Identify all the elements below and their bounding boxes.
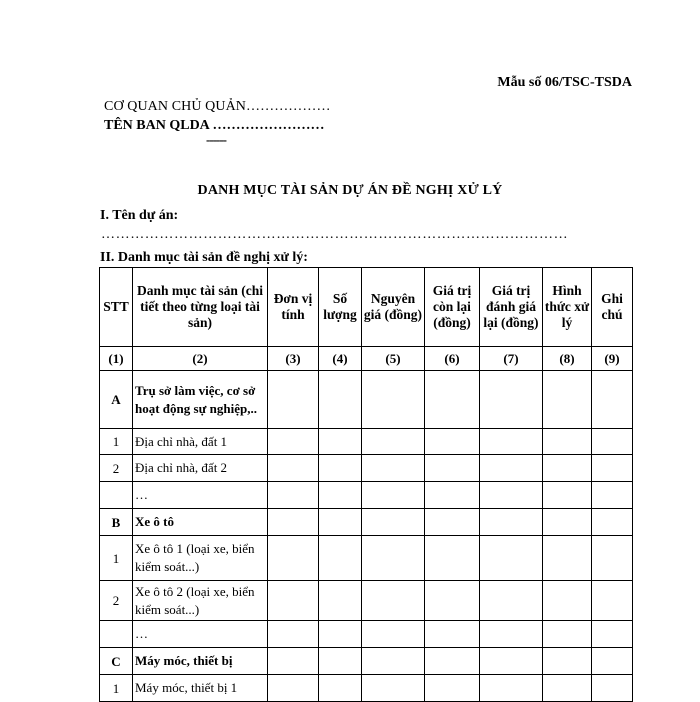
asset-list-heading: II. Danh mục tài sản đề nghị xử lý: bbox=[100, 250, 308, 265]
column-number: (9) bbox=[592, 347, 633, 371]
column-number: (1) bbox=[100, 347, 133, 371]
table-row bbox=[100, 482, 633, 509]
table-row bbox=[100, 455, 633, 482]
row-asset-name: Xe ô tô 1 (loại xe, biển kiểm soát...) bbox=[133, 536, 268, 581]
column-header-asset-list: Danh mục tài sản (chi tiết theo từng loại tài sản) bbox=[133, 268, 268, 347]
table-row bbox=[100, 536, 633, 581]
column-header-unit: Đơn vị tính bbox=[268, 268, 319, 347]
table-row-group-b bbox=[100, 509, 633, 536]
row-stt: B bbox=[100, 509, 133, 536]
table-row-group-c bbox=[100, 648, 633, 675]
row-asset-name: Máy móc, thiết bị bbox=[133, 648, 268, 675]
row-stt bbox=[100, 482, 133, 509]
column-number: (7) bbox=[480, 347, 543, 371]
row-stt: 1 bbox=[100, 536, 133, 581]
column-header-original-cost: Nguyên giá (đồng) bbox=[362, 268, 425, 347]
form-code: Mẫu số 06/TSC-TSDA bbox=[497, 75, 632, 90]
row-stt: C bbox=[100, 648, 133, 675]
column-header-notes: Ghi chú bbox=[592, 268, 633, 347]
table-header-row bbox=[100, 268, 633, 347]
document-title: DANH MỤC TÀI SẢN DỰ ÁN ĐỀ NGHỊ XỬ LÝ bbox=[197, 183, 503, 198]
column-number: (2) bbox=[133, 347, 268, 371]
asset-table bbox=[99, 267, 633, 702]
column-header-remaining-value: Giá trị còn lại (đồng) bbox=[425, 268, 480, 347]
row-stt: A bbox=[100, 371, 133, 429]
project-name-label: I. Tên dự án: bbox=[100, 208, 179, 223]
column-number: (4) bbox=[319, 347, 362, 371]
row-asset-name: … bbox=[133, 482, 268, 509]
table-row bbox=[100, 675, 633, 702]
table-row bbox=[100, 429, 633, 455]
row-asset-name: Trụ sở làm việc, cơ sở hoạt động sự nghiệp,.. bbox=[133, 371, 268, 429]
column-header-stt: STT bbox=[100, 268, 133, 347]
parent-agency-line: CƠ QUAN CHỦ QUẢN……………… bbox=[104, 99, 331, 114]
row-stt: 2 bbox=[100, 455, 133, 482]
table-row bbox=[100, 581, 633, 621]
project-name-fill-line: …………………………………………………………………………………… bbox=[101, 227, 569, 242]
column-header-disposal-method: Hình thức xử lý bbox=[543, 268, 592, 347]
table-row-group-a bbox=[100, 371, 633, 429]
row-asset-name: Máy móc, thiết bị 1 bbox=[133, 675, 268, 702]
management-board-line: TÊN BAN QLDA …………………… bbox=[104, 118, 325, 133]
row-asset-name: Địa chỉ nhà, đất 2 bbox=[133, 455, 268, 482]
row-asset-name: Xe ô tô 2 (loại xe, biển kiểm soát...) bbox=[133, 581, 268, 621]
row-asset-name: Địa chỉ nhà, đất 1 bbox=[133, 429, 268, 455]
column-number: (5) bbox=[362, 347, 425, 371]
column-number-row bbox=[100, 347, 633, 371]
table-row bbox=[100, 621, 633, 648]
row-stt: 1 bbox=[100, 429, 133, 455]
column-number: (3) bbox=[268, 347, 319, 371]
column-header-revalued-value: Giá trị đánh giá lại (đồng) bbox=[480, 268, 543, 347]
header-separator: ------ bbox=[206, 132, 226, 147]
row-stt: 1 bbox=[100, 675, 133, 702]
column-number: (6) bbox=[425, 347, 480, 371]
row-asset-name: … bbox=[133, 621, 268, 648]
column-header-quantity: Số lượng bbox=[319, 268, 362, 347]
row-stt bbox=[100, 621, 133, 648]
column-number: (8) bbox=[543, 347, 592, 371]
row-stt: 2 bbox=[100, 581, 133, 621]
row-asset-name: Xe ô tô bbox=[133, 509, 268, 536]
